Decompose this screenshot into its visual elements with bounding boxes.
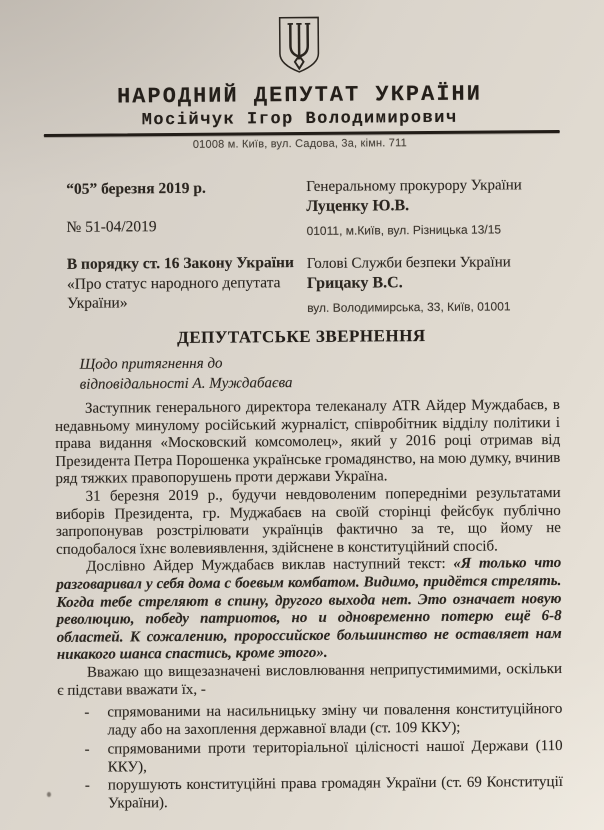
recipient-title: Генеральному прокурору України: [306, 177, 522, 195]
recipient-address: 01011, м.Київ, вул. Різницька 13/15: [306, 222, 502, 238]
recipient-title: Голові Служби безпеки України: [306, 254, 511, 272]
legal-basis-quote: «Про статус народного депутата України»: [66, 274, 281, 312]
list-item-text: порушують конституційні права громадян України (ст. 69 Конституції України).: [107, 773, 563, 812]
paragraph: [56, 555, 562, 665]
meta-left-column: [66, 178, 307, 317]
paragraph: Заступник генерального директора телеканалу ATR Айдер Муждабаєв, в недавньому минулому російський журналіст, співробітник відділу політики і права видання «Московский комсомолец», який у 2016 році отримав від Президента Петра Порошенка українське громадянство, на мою думку, вчинив ряд тяжких правопорушень проти держави Україна.: [55, 396, 561, 488]
subject-line: Щодо притягнення до: [79, 355, 223, 373]
list-item: [85, 736, 563, 776]
dash-marker: -: [84, 704, 90, 721]
list-item-text: спрямованими проти територіальної цілісності нашої Держави (110 ККУ),: [107, 737, 563, 776]
paragraph: Вважаю що вищезазначені висловлювання неприпустимимими, оскільки є підстави вважати їх, -: [57, 660, 563, 699]
dash-marker: -: [84, 777, 90, 794]
list-item: [85, 773, 563, 813]
document-subject: [80, 352, 560, 395]
recipient-name: Грицаку В.С.: [306, 274, 403, 292]
letter-ref-number: № 51-04/2019: [66, 218, 157, 236]
org-title: НАРОДНИЙ ДЕПУТАТ УКРАЇНИ: [116, 81, 483, 110]
recipients-column: [306, 176, 559, 315]
ukraine-tryzub-icon: [274, 14, 324, 76]
letter-body: [55, 397, 563, 813]
recipient-address: вул. Володимирська, 33, Київ, 01001: [307, 299, 511, 315]
subject-line: відповідальності А. Муждабаєва: [79, 374, 293, 393]
paper-speck: [47, 792, 51, 797]
paragraph: 31 березня 2019 р., будучи невдоволеним попередніми результатами виборів Президента, гр. Муджабаєв на своїй сторінці фейсбук публічно запропонував розстрілювати українців фактично за те, що йому не сподобалося їхнє волевиявлення, здійснене в конституційний спосіб.: [55, 484, 561, 558]
letterhead-address: 01008 м. Київ, вул. Садова, 3а, кімн. 711: [192, 137, 407, 151]
paragraph-intro: Дослівно Айдер Муждабаєв виклав наступний текст:: [86, 556, 454, 576]
recipient-prosecutor-general: [306, 176, 558, 238]
list-item: [84, 700, 562, 740]
deputy-name: Мосійчук Ігор Володимирович: [141, 108, 458, 131]
meta-section: [66, 176, 559, 317]
dash-marker: -: [84, 741, 90, 758]
list-item-text: спрямованими на насильницьку зміну чи повалення конституційного ладу або на захоплення державної влади (ст. 109 ККУ);: [107, 701, 563, 739]
document-title: ДЕПУТАТСЬКЕ ЗВЕРНЕННЯ: [177, 326, 426, 347]
letter-date: “05” березня 2019 р.: [66, 179, 206, 198]
violations-list: [57, 700, 563, 813]
recipient-sbu-head: [307, 253, 559, 315]
legal-basis-bold: В порядку ст. 16 Закону України: [66, 254, 294, 273]
quoted-facebook-text: «Я только что разговаривал у себя дома с боевым комбатом. Видимо, придётся стрелять. Когда тебе стреляют в спину, другого выхода нет. Это означает новую революцию, победу патриотов, но и одновременно потерю ещё 6-8 областей. К сожалению, пророссийское большинство не оставляет нам никакого шанса спастись, кроме этого».: [56, 555, 562, 664]
recipient-name: Луценку Ю.В.: [306, 197, 410, 215]
